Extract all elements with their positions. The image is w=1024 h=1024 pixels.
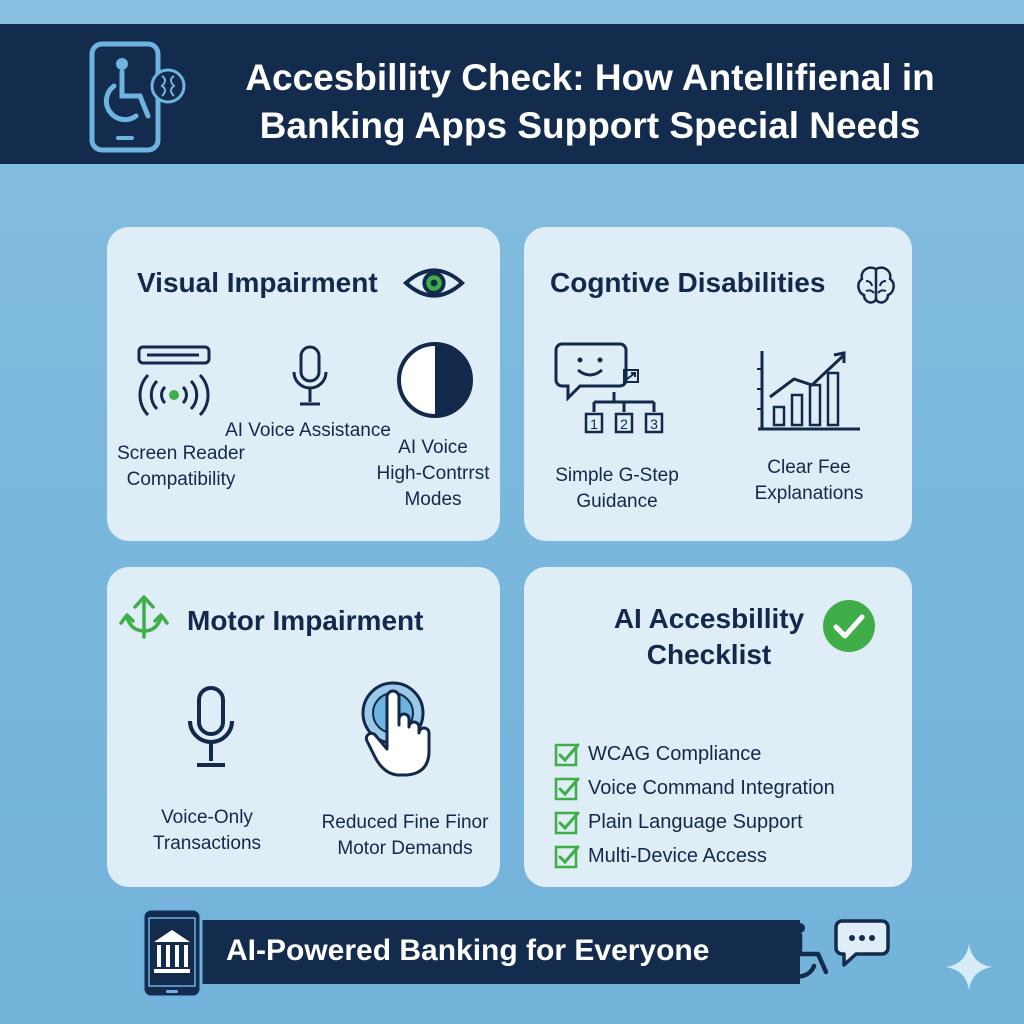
visual-impairment-card bbox=[107, 227, 500, 541]
title-line-1: Accesbillity Check: How Antellifienal in bbox=[245, 57, 935, 98]
checkbox-checked-icon bbox=[554, 741, 580, 767]
arrows-icon bbox=[117, 591, 171, 641]
checkbox-checked-icon bbox=[554, 843, 580, 869]
chat-steps-icon bbox=[554, 340, 684, 440]
high-contrast-label: AI Voice High-Contrrst Modes bbox=[376, 437, 490, 510]
microphone-icon bbox=[290, 344, 330, 408]
checklist-item: WCAG Compliance bbox=[554, 739, 761, 769]
eye-icon bbox=[403, 263, 465, 303]
screen-reader-icon bbox=[133, 344, 217, 418]
reduced-fine-motor-label: Reduced Fine Finor Motor Demands bbox=[321, 812, 489, 859]
tap-hand-icon bbox=[359, 679, 439, 779]
checklist-item: Multi-Device Access bbox=[554, 841, 767, 871]
motor-impairment-card bbox=[107, 567, 500, 887]
cognitive-disabilities-card bbox=[524, 227, 912, 541]
bank-phone-icon bbox=[140, 906, 204, 1000]
microphone-icon bbox=[185, 685, 237, 771]
checklist-card bbox=[524, 567, 912, 887]
wheelchair-icon bbox=[778, 920, 838, 980]
title-line-2: Banking Apps Support Special Needs bbox=[259, 105, 921, 146]
phone-wheelchair-brain-icon bbox=[86, 40, 196, 155]
sparkle-icon bbox=[944, 942, 994, 992]
svg-text:2: 2 bbox=[620, 416, 628, 432]
check-circle-icon bbox=[822, 599, 876, 653]
ai-voice-assistance-label: AI Voice Assistance bbox=[225, 420, 391, 441]
svg-text:3: 3 bbox=[650, 416, 658, 432]
growth-chart-icon bbox=[754, 349, 864, 433]
motor-impairment-title: Motor Impairment bbox=[187, 605, 424, 636]
visual-impairment-title: Visual Impairment bbox=[137, 267, 378, 298]
simple-guidance-label: Simple G-Step Guidance bbox=[555, 465, 679, 512]
brain-icon bbox=[854, 263, 898, 307]
voice-only-label: Voice-Only Transactions bbox=[152, 807, 262, 854]
footer-tagline: AI-Powered Banking for Everyone bbox=[226, 934, 710, 967]
checkbox-checked-icon bbox=[554, 809, 580, 835]
svg-text:1: 1 bbox=[590, 416, 598, 432]
cognitive-disabilities-title: Cogntive Disabilities bbox=[550, 267, 826, 298]
chat-bubble-icon bbox=[834, 918, 890, 968]
checklist-item: Plain Language Support bbox=[554, 807, 803, 837]
contrast-icon bbox=[395, 340, 475, 420]
checkbox-checked-icon bbox=[554, 775, 580, 801]
header-banner bbox=[0, 24, 1024, 164]
clear-fee-label: Clear Fee Explanations bbox=[754, 457, 864, 504]
checklist-title: AI Accesbillity Checklist bbox=[613, 603, 805, 670]
footer-bar bbox=[188, 920, 800, 984]
page-title bbox=[210, 54, 970, 150]
checklist-item: Voice Command Integration bbox=[554, 773, 835, 803]
screen-reader-label: Screen Reader Compatibility bbox=[117, 443, 245, 490]
